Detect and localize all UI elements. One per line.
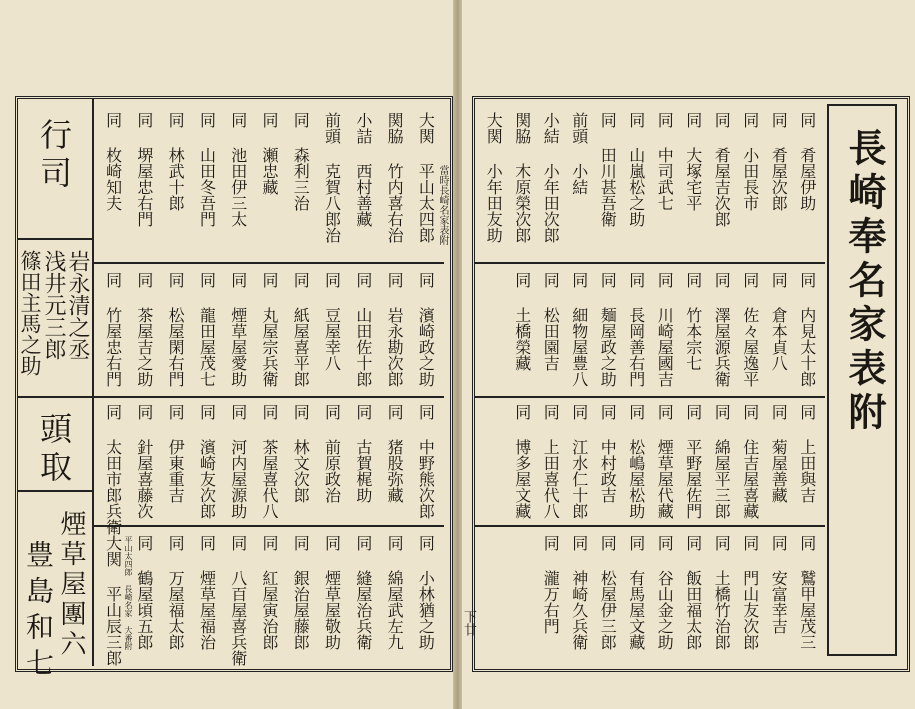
gyoji-name-1: 岩永清之丞 xyxy=(65,250,90,360)
left-col-entry: 同 太田市郎兵衛 xyxy=(103,404,123,535)
gyoji-label: 行司 xyxy=(35,118,73,194)
right-col-entry: 関脇 木原榮次郎 xyxy=(512,112,532,243)
left-col-entry: 同 茶屋吉之助 xyxy=(134,272,154,387)
right-col-entry: 同 安富幸吉 xyxy=(769,535,789,634)
right-col-entry: 同 門山友次郎 xyxy=(740,535,760,650)
bottom-note: 平山太四郎 長崎名家 大番附 xyxy=(124,536,133,650)
right-col-entry: 同 谷山金之助 xyxy=(655,535,675,650)
todori-label: 頭取 xyxy=(35,412,73,488)
page-title: 長崎奉名家表附 xyxy=(842,128,887,436)
gyoji-name-2: 浅井元三郎 xyxy=(41,250,66,360)
right-col-entry: 同 細物屋豊八 xyxy=(569,272,589,387)
right-rule-1 xyxy=(475,262,825,264)
right-col-entry: 同 肴屋次郎 xyxy=(769,112,789,211)
left-rule-2 xyxy=(94,396,444,398)
right-col-entry: 同 飯田福太郎 xyxy=(683,535,703,650)
left-col-entry: 同 林武十郎 xyxy=(166,112,186,211)
left-col-entry: 同 松屋閑右門 xyxy=(166,272,186,387)
left-col-entry: 同 林文次郎 xyxy=(291,404,311,503)
left-col-entry: 同 猪股弥藏 xyxy=(385,404,405,503)
left-col-entry: 前頭 克賀八郎治 xyxy=(322,112,342,243)
left-col-entry: 同 八百屋喜兵衛 xyxy=(228,535,248,666)
right-col-entry: 大関 小年田友助 xyxy=(484,112,504,243)
left-col-entry: 同 森利三治 xyxy=(291,112,311,211)
left-col-entry: 大関 平山辰三郎 xyxy=(103,535,123,666)
right-col-entry: 同 上田與吉 xyxy=(797,404,817,503)
left-col-entry: 同 煙草屋福治 xyxy=(197,535,217,650)
left-col-entry: 同 小林猶之助 xyxy=(416,535,436,650)
left-col-entry: 同 河内屋源助 xyxy=(228,404,248,519)
right-col-entry: 同 田川甚吾衛 xyxy=(598,112,618,227)
book-gutter xyxy=(453,0,462,709)
right-col-entry: 同 松嶋屋松助 xyxy=(626,404,646,519)
left-col-entry: 同 龍田屋茂七 xyxy=(197,272,217,387)
right-col-entry: 同 綿屋平三郎 xyxy=(712,404,732,519)
right-col-entry: 同 土橋竹治郎 xyxy=(712,535,732,650)
right-footer: 下廿 xyxy=(461,610,476,636)
left-col-entry: 同 煙草屋愛助 xyxy=(228,272,248,387)
right-col-entry: 同 竹本宗七 xyxy=(683,272,703,371)
right-col-entry: 同 平野屋佐門 xyxy=(683,404,703,519)
left-col-entry: 同 山田佐十郎 xyxy=(353,272,373,387)
right-col-entry: 同 煙草屋代藏 xyxy=(655,404,675,519)
left-col-entry: 同 古賀梶助 xyxy=(353,404,373,503)
right-rule-3 xyxy=(475,525,825,527)
right-col-entry: 同 菊屋善藏 xyxy=(769,404,789,503)
todori-name-1: 煙草屋團六 xyxy=(56,510,86,660)
right-col-entry: 同 土橋榮藏 xyxy=(512,272,532,371)
right-col-entry: 同 瀧万右門 xyxy=(541,535,561,634)
right-col-entry: 同 麺屋政之助 xyxy=(598,272,618,387)
left-col-entry: 同 丸屋宗兵衛 xyxy=(260,272,279,387)
left-col-entry: 大関 平山太四郎 xyxy=(416,112,436,243)
officials-rule-2 xyxy=(18,396,92,398)
right-col-entry: 同 倉本貞八 xyxy=(769,272,789,371)
right-rule-2 xyxy=(475,396,825,398)
right-col-entry: 同 大塚宅平 xyxy=(683,112,703,211)
right-col-entry: 同 佐々屋逸平 xyxy=(740,272,760,387)
gyoji-name-3: 篠田主馬之助 xyxy=(18,250,42,376)
right-col-entry: 前頭 小結 xyxy=(569,112,589,195)
left-col-entry: 同 針屋喜藤次 xyxy=(134,404,154,519)
title-box xyxy=(827,104,897,656)
left-col-entry: 同 前原政治 xyxy=(322,404,342,503)
right-col-entry: 同 有馬屋文藏 xyxy=(626,535,646,650)
left-col-entry: 同 竹屋忠右門 xyxy=(103,272,123,387)
left-col-entry: 同 中野熊次郎 xyxy=(416,404,436,519)
right-col-entry: 同 住吉屋喜藏 xyxy=(740,404,760,519)
left-col-entry: 同 万屋福太郎 xyxy=(166,535,186,650)
left-col-entry: 同 豆屋幸八 xyxy=(322,272,342,371)
right-col-entry: 同 鷲甲屋茂三 xyxy=(797,535,817,650)
right-col-entry: 同 松田園吉 xyxy=(541,272,561,371)
left-col-entry: 同 岩永勘次郎 xyxy=(385,272,405,387)
right-col-entry: 同 肴屋伊助 xyxy=(797,112,817,211)
right-col-entry: 同 川崎屋國吉 xyxy=(655,272,675,387)
left-col-entry: 同 伊東重吉 xyxy=(166,404,186,503)
left-col-entry: 同 池田伊三太 xyxy=(228,112,248,227)
left-col-entry: 同 瀬忠藏 xyxy=(260,112,279,195)
officials-rule-3 xyxy=(18,490,92,492)
right-col-entry: 同 江水仁十郎 xyxy=(569,404,589,519)
right-col-entry: 同 中司武七 xyxy=(655,112,675,211)
right-col-entry: 同 中村政吉 xyxy=(598,404,618,503)
left-col-entry: 小詰 西村善藏 xyxy=(353,112,373,227)
left-col-entry: 同 縫屋治兵衛 xyxy=(353,535,373,650)
left-col-entry: 関脇 竹内喜右治 xyxy=(385,112,405,243)
right-col-entry: 小結 小年田次郎 xyxy=(541,112,561,243)
left-rule-1 xyxy=(94,262,444,264)
officials-rule-1 xyxy=(18,238,92,240)
right-col-entry: 同 肴屋吉次郎 xyxy=(712,112,732,227)
right-col-entry: 同 澤屋源兵衛 xyxy=(712,272,732,387)
officials-divider xyxy=(92,99,94,666)
right-col-entry: 同 博多屋文藏 xyxy=(512,404,532,519)
todori-name-2: 豊島和七 xyxy=(22,540,55,684)
left-col-entry: 同 枚崎知夫 xyxy=(103,112,123,211)
right-col-entry: 同 内見太十郎 xyxy=(797,272,817,387)
left-col-entry: 同 紅屋寅治郎 xyxy=(260,535,279,650)
left-col-entry: 同 煙草屋敬助 xyxy=(322,535,342,650)
right-col-entry: 同 松屋伊三郎 xyxy=(598,535,618,650)
left-col-entry: 同 濱崎政之助 xyxy=(416,272,436,387)
left-col-entry: 同 濱崎友次郎 xyxy=(197,404,217,519)
left-col-entry: 同 鶴屋頃五郎 xyxy=(134,535,154,650)
left-col-entry: 同 銀治屋藤郎 xyxy=(291,535,311,650)
left-col-entry: 同 山田冬吾門 xyxy=(197,112,217,227)
left-rule-3 xyxy=(94,525,444,527)
right-col-entry: 同 小田長市 xyxy=(740,112,760,211)
left-col-entry: 同 茶屋喜代八 xyxy=(260,404,279,519)
right-col-entry: 同 長岡善右門 xyxy=(626,272,646,387)
spine-note: 當時長崎名家表附 xyxy=(437,165,448,245)
right-col-entry: 同 山嵐松之助 xyxy=(626,112,646,227)
right-col-entry: 同 神崎久兵衛 xyxy=(569,535,589,650)
left-col-entry: 同 紙屋喜平郎 xyxy=(291,272,311,387)
right-col-entry: 同 上田喜代八 xyxy=(541,404,561,519)
left-col-entry: 同 堺屋忠右門 xyxy=(134,112,154,227)
left-col-entry: 同 綿屋武左九 xyxy=(385,535,405,650)
